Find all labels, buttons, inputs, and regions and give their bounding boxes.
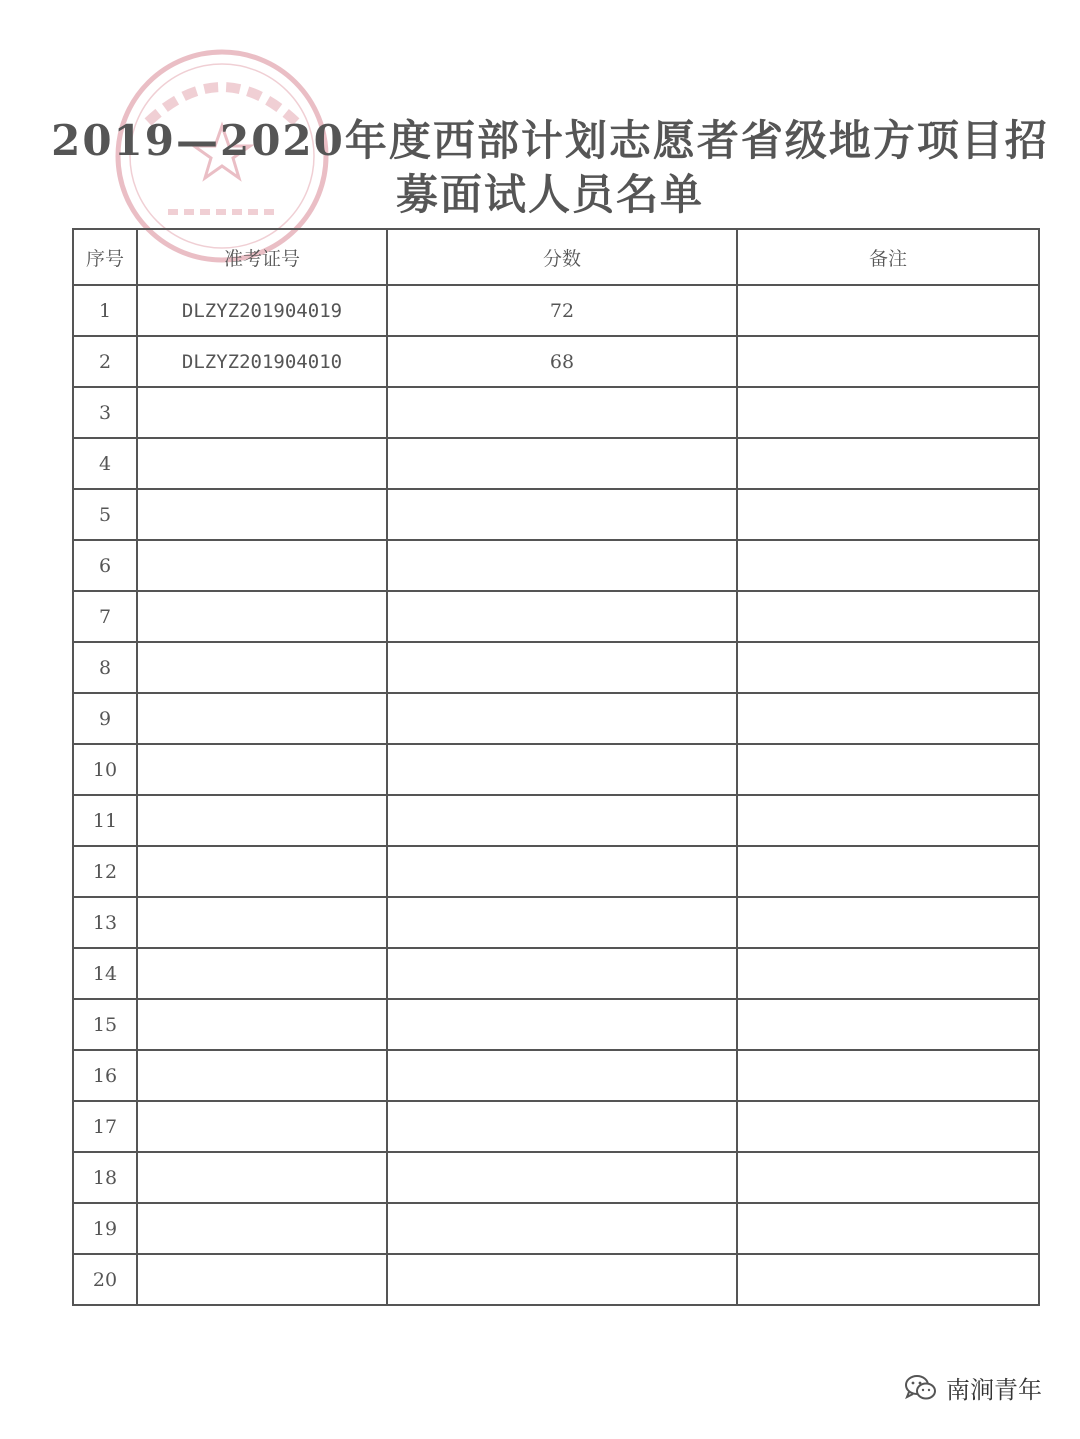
cell-exam-id [137,948,387,999]
cell-remark [737,540,1039,591]
interview-roster-table [72,228,1040,1306]
cell-score [387,540,737,591]
cell-score [387,489,737,540]
cell-exam-id [137,795,387,846]
cell-remark [737,948,1039,999]
cell-exam-id [137,999,387,1050]
cell-serial-no: 12 [73,846,137,897]
cell-remark [737,1101,1039,1152]
table-row [73,1152,1039,1203]
cell-exam-id [137,1152,387,1203]
cell-serial-no: 20 [73,1254,137,1305]
cell-score [387,1101,737,1152]
cell-remark [737,336,1039,387]
cell-remark [737,285,1039,336]
cell-serial-no: 15 [73,999,137,1050]
cell-exam-id [137,489,387,540]
cell-exam-id [137,897,387,948]
cell-exam-id [137,744,387,795]
table-row [73,693,1039,744]
table-row [73,1050,1039,1101]
table-row [73,387,1039,438]
cell-serial-no: 3 [73,387,137,438]
table-row [73,438,1039,489]
table-row [73,846,1039,897]
cell-serial-no: 11 [73,795,137,846]
cell-score [387,591,737,642]
cell-serial-no: 10 [73,744,137,795]
cell-remark [737,591,1039,642]
table-header-row [73,229,1039,285]
table-row [73,744,1039,795]
header-remark: 备注 [737,229,1039,285]
cell-exam-id [137,1254,387,1305]
table-row [73,1254,1039,1305]
cell-remark [737,846,1039,897]
cell-score [387,1254,737,1305]
cell-exam-id [137,540,387,591]
table-row [73,897,1039,948]
cell-exam-id [137,1203,387,1254]
cell-exam-id [137,846,387,897]
table-row [73,489,1039,540]
cell-remark [737,1254,1039,1305]
cell-score: 68 [387,336,737,387]
cell-serial-no: 9 [73,693,137,744]
header-exam-id: 准考证号 [137,229,387,285]
table-row [73,1203,1039,1254]
wechat-icon [904,1373,938,1403]
cell-score [387,948,737,999]
cell-serial-no: 18 [73,1152,137,1203]
document-title-line-2: 募面试人员名单 [395,170,704,219]
table-row [73,948,1039,999]
cell-exam-id [137,387,387,438]
cell-serial-no: 7 [73,591,137,642]
cell-serial-no: 6 [73,540,137,591]
cell-score [387,846,737,897]
table-row [73,336,1039,387]
cell-remark [737,1050,1039,1101]
cell-exam-id: DLZYZ201904010 [137,336,387,387]
header-serial-no: 序号 [73,229,137,285]
table-body [73,285,1039,1305]
cell-exam-id [137,1050,387,1101]
cell-serial-no: 13 [73,897,137,948]
cell-serial-no: 1 [73,285,137,336]
document-title-line-1: 2019—2020年度西部计划志愿者省级地方项目招 [51,116,1049,165]
cell-exam-id [137,693,387,744]
cell-serial-no: 4 [73,438,137,489]
cell-serial-no: 5 [73,489,137,540]
cell-remark [737,387,1039,438]
cell-serial-no: 14 [73,948,137,999]
cell-score [387,642,737,693]
cell-score [387,693,737,744]
cell-score [387,897,737,948]
cell-remark [737,438,1039,489]
cell-remark [737,489,1039,540]
table-row [73,540,1039,591]
cell-exam-id [137,591,387,642]
cell-serial-no: 8 [73,642,137,693]
cell-score [387,999,737,1050]
table-row [73,999,1039,1050]
cell-exam-id [137,1101,387,1152]
cell-remark [737,693,1039,744]
cell-score [387,387,737,438]
cell-exam-id: DLZYZ201904019 [137,285,387,336]
cell-exam-id [137,438,387,489]
cell-score [387,1050,737,1101]
watermark-label: 南涧青年 [946,1376,1042,1404]
cell-serial-no: 16 [73,1050,137,1101]
table-row [73,1101,1039,1152]
cell-remark [737,897,1039,948]
cell-score [387,438,737,489]
cell-serial-no: 2 [73,336,137,387]
cell-score [387,1152,737,1203]
cell-score [387,744,737,795]
table-row [73,285,1039,336]
table-row [73,795,1039,846]
cell-remark [737,1152,1039,1203]
cell-remark [737,1203,1039,1254]
account-watermark [904,1370,1042,1405]
table-row [73,642,1039,693]
cell-score: 72 [387,285,737,336]
cell-remark [737,642,1039,693]
cell-score [387,795,737,846]
cell-remark [737,999,1039,1050]
cell-serial-no: 17 [73,1101,137,1152]
header-score: 分数 [387,229,737,285]
cell-remark [737,744,1039,795]
cell-score [387,1203,737,1254]
cell-remark [737,795,1039,846]
cell-serial-no: 19 [73,1203,137,1254]
table-row [73,591,1039,642]
cell-exam-id [137,642,387,693]
